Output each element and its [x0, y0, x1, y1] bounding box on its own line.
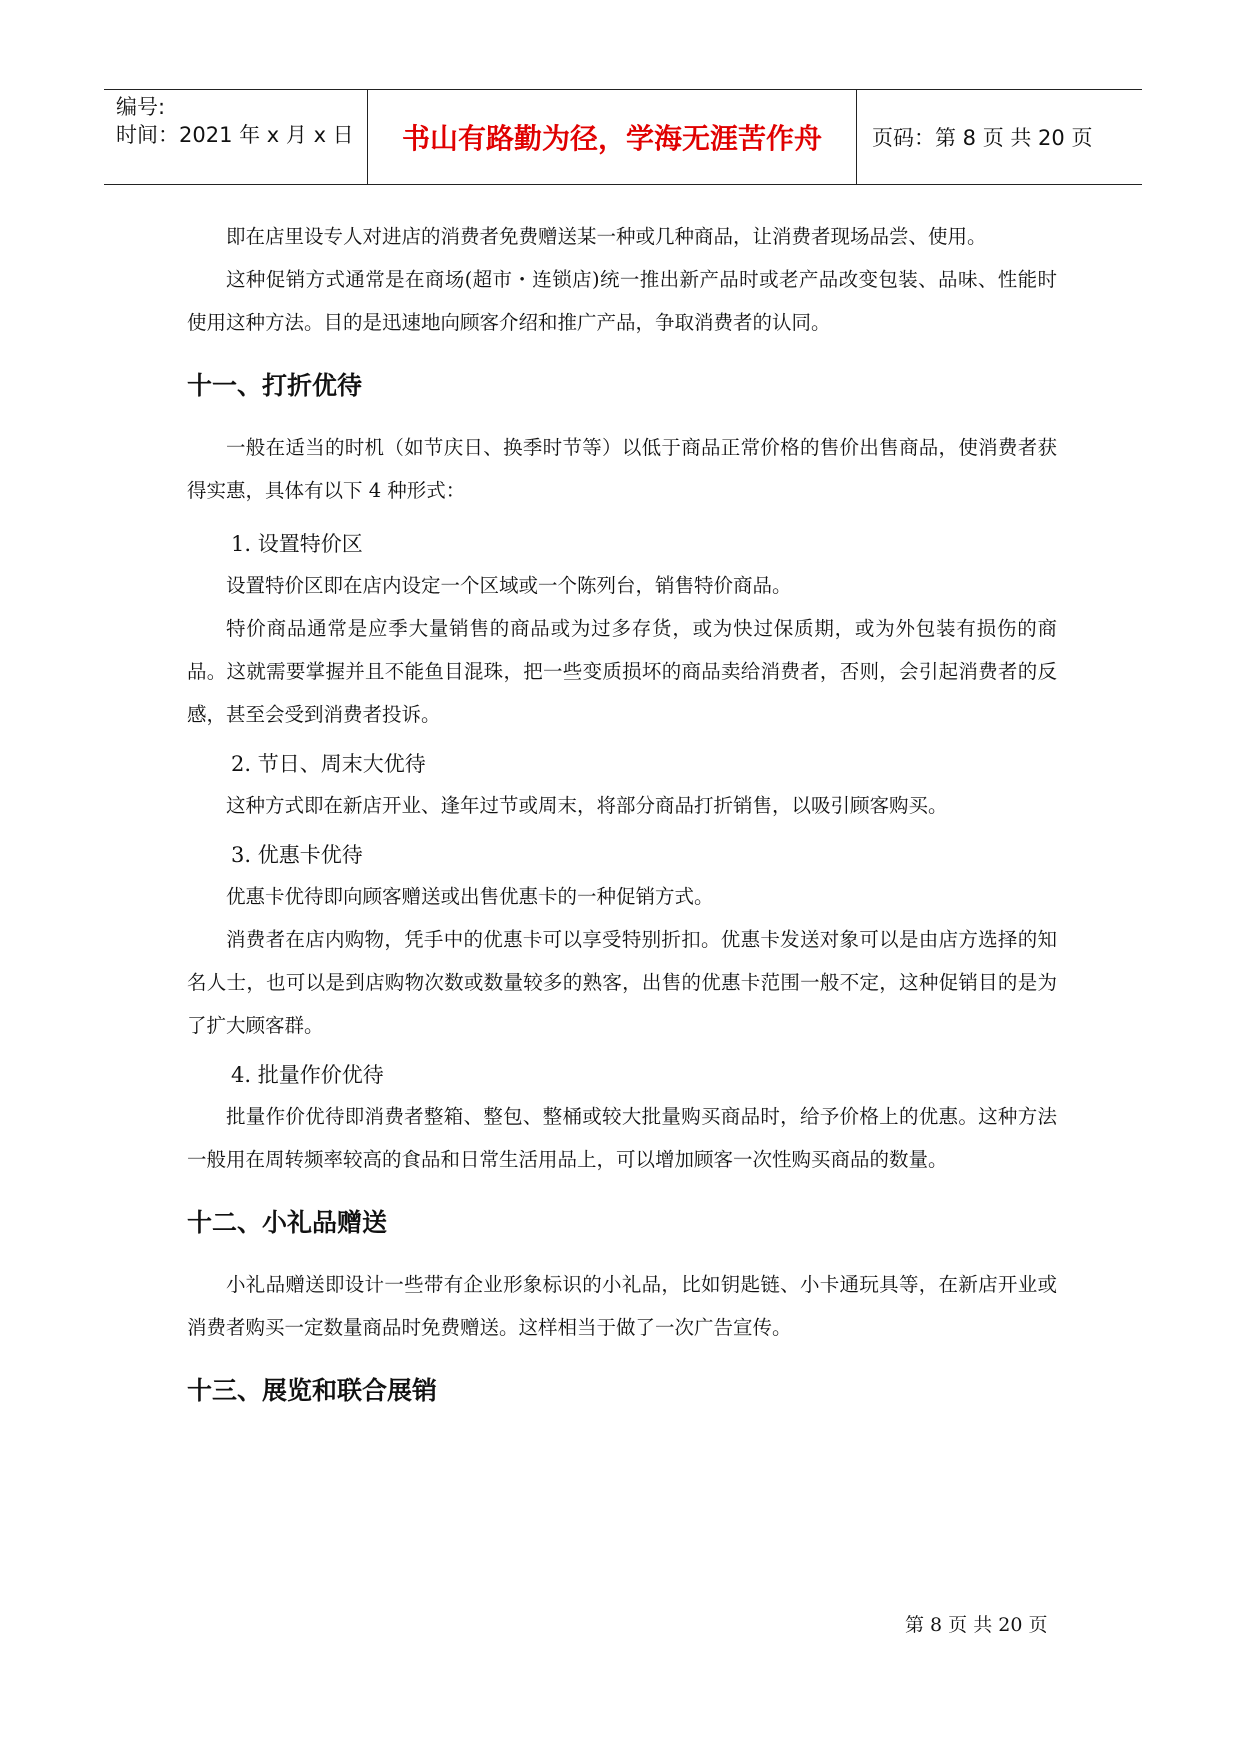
header-page-label: 页码：第 8 页 共 20 页	[872, 126, 1093, 150]
header-divider	[856, 90, 857, 184]
section-heading: 十二、小礼品赠送	[187, 1208, 388, 1237]
paragraph: 消费者在店内购物，凭手中的优惠卡可以享受特别折扣。优惠卡发送对象可以是由店方选择的知名人士，也可以是到店购物次数或数量较多的熟客，出售的优惠卡范围一般不定，这种促销目的是为了扩大顾客群。	[187, 928, 1057, 1037]
paragraph: 特价商品通常是应季大量销售的商品或为过多存货，或为快过保质期，或为外包装有损伤的商品。这就需要掌握并且不能鱼目混珠，把一些变质损坏的商品卖给消费者，否则，会引起消费者的反感，甚至会受到消费者投诉。	[187, 617, 1057, 726]
section-heading: 十三、展览和联合展销	[187, 1376, 438, 1405]
page-footer: 第 8 页 共 20 页	[905, 1614, 1048, 1636]
header-motto: 书山有路勤为径，学海无涯苦作舟	[401, 122, 822, 155]
subsection-heading: 4. 批量作价优待	[231, 1063, 384, 1087]
paragraph: 这种促销方式通常是在商场(超市・连锁店)统一推出新产品时或老产品改变包装、品味、性能时使用这种方法。目的是迅速地向顾客介绍和推广产品，争取消费者的认同。	[187, 268, 1057, 334]
document-body	[187, 215, 1057, 1411]
header-time-label: 时间：2021 年 x 月 x 日	[116, 123, 354, 147]
paragraph: 设置特价区即在店内设定一个区域或一个陈列台，销售特价商品。	[226, 574, 792, 597]
paragraph: 优惠卡优待即向顾客赠送或出售优惠卡的一种促销方式。	[226, 885, 714, 908]
document-header	[104, 89, 1142, 185]
header-meta	[116, 90, 366, 184]
subsection-heading: 1. 设置特价区	[231, 532, 363, 556]
paragraph: 这种方式即在新店开业、逢年过节或周末，将部分商品打折销售，以吸引顾客购买。	[226, 794, 948, 817]
section-heading: 十一、打折优待	[187, 371, 363, 400]
subsection-heading: 3. 优惠卡优待	[231, 843, 363, 867]
paragraph: 一般在适当的时机（如节庆日、换季时节等）以低于商品正常价格的售价出售商品，使消费者获得实惠，具体有以下 4 种形式：	[187, 436, 1057, 502]
paragraph: 批量作价优待即消费者整箱、整包、整桶或较大批量购买商品时，给予价格上的优惠。这种方法一般用在周转频率较高的食品和日常生活用品上，可以增加顾客一次性购买商品的数量。	[187, 1105, 1057, 1171]
paragraph: 小礼品赠送即设计一些带有企业形象标识的小礼品，比如钥匙链、小卡通玩具等，在新店开业或消费者购买一定数量商品时免费赠送。这样相当于做了一次广告宣传。	[187, 1273, 1057, 1339]
header-number-label: 编号:	[116, 95, 166, 119]
paragraph: 即在店里设专人对进店的消费者免费赠送某一种或几种商品，让消费者现场品尝、使用。	[226, 225, 987, 248]
subsection-heading: 2. 节日、周末大优待	[231, 752, 426, 776]
